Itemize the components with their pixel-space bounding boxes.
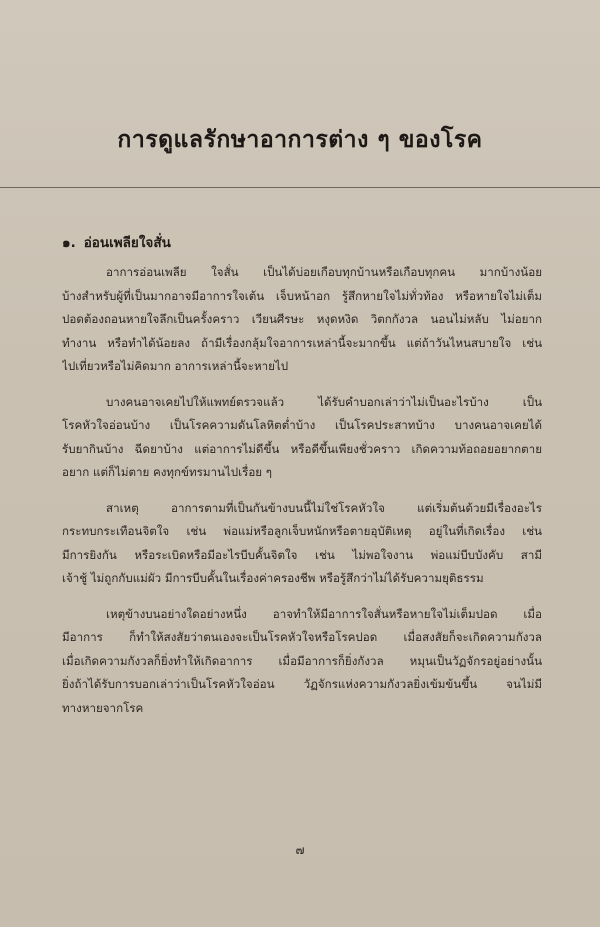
paragraph [62,391,542,485]
text-line: เมื่อเกิดความกังวลก็ยิ่งทำให้เกิดอาการ เมื่อมีอาการก็ยิ่งกังวล หมุนเป็นวัฏจักรอยู่อย่างนั้น [62,653,542,668]
text-line: รับยากินบ้าง ฉีดยาบ้าง แต่อาการไม่ดีขึ้น หรือดีขึ้นเพียงชั่วคราว เกิดความท้อถอยอยากตาย [62,441,542,456]
text-line: บางคนอาจเคยไปให้แพทย์ตรวจแล้ว ได้รับคำบอกเล่าว่าไม่เป็นอะไรบ้าง เป็น [106,394,542,409]
text-line: อาการอ่อนเพลีย ใจสั่น เป็นได้บ่อยเกือบทุกบ้านหรือเกือบทุกคน มากบ้างน้อย [106,265,542,279]
text-line: มีอาการ ก็ทำให้สงสัยว่าตนเองจะเป็นโรคหัวใจหรือโรคปอด เมื่อสงสัยก็จะเกิดความกังวล [62,630,542,644]
text-line: บ้างสำหรับผู้ที่เป็นมากอาจมีอาการใจเต้น เจ็บหน้าอก รู้สึกหายใจไม่ทั่วท้อง หรือหายใจไม่เต็ม [62,288,542,303]
text-line: เหตุข้างบนอย่างใดอย่างหนึ่ง อาจทำให้มีอาการใจสั่นหรือหายใจไม่เต็มปอด เมื่อ [106,606,542,621]
text-line: มีการยิงกัน หรือระเบิดหรือมีอะไรบีบคั้นจิตใจ เช่น ไม่พอใจงาน พ่อแม่บีบบังคับ สามี [62,547,542,562]
paragraph [62,261,542,379]
page-number: ๗ [295,843,305,857]
text-line: ไปเที่ยวหรือไม่คิดมาก อาการเหล่านี้จะหายไป [62,359,289,373]
text-line: ปอดต้องถอนหายใจลึกเป็นครั้งคราว เวียนศีรษะ หงุดหงิด วิตกกังวล นอนไม่หลับ ไม่อยาก [62,312,542,326]
text-line: ยิ่งถ้าได้รับการบอกเล่าว่าเป็นโรคหัวใจอ่อน วัฏจักรแห่งความกังวลยิ่งเข้มข้นขึ้น จนไม่มี [62,677,542,691]
section-heading [62,231,171,253]
text-line: สาเหตุ อาการตามที่เป็นกันข้างบนนี้ไม่ใช่โรคหัวใจ แต่เริ่มต้นด้วยมีเรื่องอะไร [106,500,542,515]
text-line: โรคหัวใจอ่อนบ้าง เป็นโรคความดันโลหิตต่ำบ้าง เป็นโรคประสาทบ้าง บางคนอาจเคยได้ [62,418,542,432]
text-line: อยาก แต่ก็ไม่ตาย คงทุกข์ทรมานไปเรื่อย ๆ [62,465,272,479]
body-text [62,261,542,732]
title-divider [0,187,600,188]
paragraph [62,603,542,721]
text-line: ทำงาน หรือทำได้น้อยลง ถ้ามีเรื่องกลุ้มใจอาการเหล่านี้จะมากขึ้น แต่ถ้าวันไหนสบายใจ เช่น [62,335,542,350]
page-title: การดูแลรักษาอาการต่าง ๆ ของโรค [117,127,483,153]
paragraph [62,497,542,591]
text-line: เจ้าชู้ ไม่ถูกกับแม่ผัว มีการบีบคั้นในเรื่องค่าครองชีพ หรือรู้สึกว่าไม่ได้รับความยุติธรรม [62,571,484,585]
section-number: ๑. [62,235,76,251]
text-line: กระทบกระเทือนจิตใจ เช่น พ่อแม่หรือลูกเจ็บหนักหรือตายอุบัติเหตุ อยู่ในที่เกิดเรื่อง เช่น [62,524,542,538]
text-line: ทางหายจากโรค [62,700,144,715]
section-heading-text: อ่อนเพลียใจสั่น [83,235,171,251]
